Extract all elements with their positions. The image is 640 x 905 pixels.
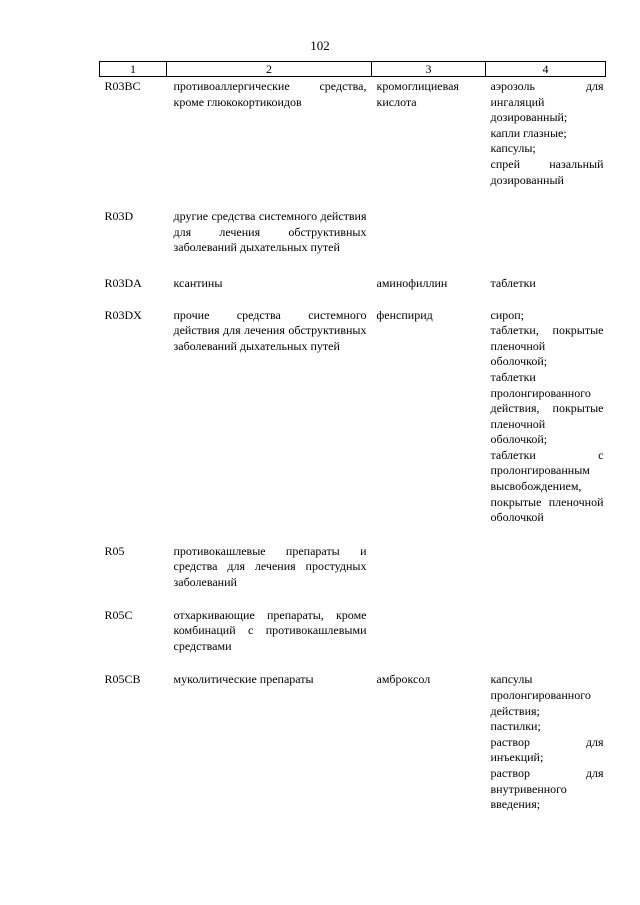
- table-row: [100, 308, 606, 544]
- dosage-form: раствор для внутривенного введения;: [490, 765, 604, 812]
- active-substance: [372, 209, 486, 276]
- drug-table-container: [99, 61, 605, 813]
- group-description: другие средства системного действия для лечения обструктивных заболеваний дыхательных путей: [173, 209, 367, 255]
- dosage-forms: [486, 308, 606, 544]
- dosage-form: спрей назальный дозированный: [490, 156, 604, 187]
- active-substance: аминофиллин: [376, 275, 448, 290]
- group-description: противоаллергические средства, кроме глюкокортикоидов: [173, 79, 367, 109]
- column-header-3: 3: [372, 62, 486, 77]
- group-description: отхаркивающие препараты, кроме комбинаций с противокашлевыми средствами: [173, 607, 367, 653]
- table-row: [100, 209, 606, 276]
- drug-classification-table: [99, 61, 606, 813]
- dosage-form: пастилки;: [490, 719, 541, 734]
- group-description: ксантины: [173, 275, 223, 290]
- table-row: [100, 544, 606, 608]
- dosage-forms: [486, 608, 606, 673]
- active-substance: фенспирид: [376, 307, 433, 322]
- atc-code: R05C: [104, 607, 133, 622]
- group-description: противокашлевые препараты и средства для лечения простудных заболеваний: [173, 543, 367, 590]
- atc-code: R03BC: [104, 79, 141, 93]
- active-substance: кромоглициевая кислота: [376, 79, 459, 109]
- dosage-form: таблетки с пролонгированным высвобождением, покрытые пленочной оболочкой: [490, 447, 604, 525]
- group-description: муколитические препараты: [173, 672, 314, 687]
- table-row: [100, 672, 606, 812]
- column-header-2: 2: [167, 62, 372, 77]
- active-substance: [372, 544, 486, 608]
- active-substance: амброксол: [376, 672, 431, 687]
- table-row: [100, 77, 606, 210]
- dosage-forms: [486, 276, 606, 308]
- column-header-4: 4: [486, 62, 606, 77]
- active-substance: [372, 608, 486, 673]
- column-header-1: 1: [100, 62, 167, 77]
- atc-code: R05: [104, 543, 125, 558]
- dosage-form: аэрозоль для ингаляций дозированный;: [490, 79, 604, 125]
- dosage-form: таблетки пролонгированного действия, покрытые пленочной оболочкой;: [490, 369, 604, 447]
- page-number: 102: [310, 38, 330, 53]
- dosage-form: капли глазные;: [490, 125, 567, 140]
- table-header-row: [100, 62, 606, 77]
- dosage-form: раствор для инъекций;: [490, 734, 604, 765]
- dosage-forms: [486, 209, 606, 276]
- atc-code: R05CB: [104, 672, 141, 687]
- atc-code: R03DA: [104, 275, 142, 290]
- dosage-form: сироп;: [490, 307, 525, 322]
- dosage-forms: [486, 77, 606, 210]
- dosage-forms: [486, 672, 606, 812]
- table-row: [100, 608, 606, 673]
- group-description: прочие средства системного действия для лечения обструктивных заболеваний дыхательных путей: [173, 307, 367, 353]
- dosage-forms: [486, 544, 606, 608]
- dosage-form: капсулы;: [490, 141, 536, 156]
- table-row: [100, 276, 606, 308]
- dosage-form: таблетки: [490, 275, 536, 290]
- dosage-form: капсулы пролонгированного действия;: [490, 672, 591, 718]
- dosage-form: таблетки, покрытые пленочной оболочкой;: [490, 323, 604, 369]
- atc-code: R03D: [104, 209, 134, 224]
- atc-code: R03DX: [104, 307, 142, 322]
